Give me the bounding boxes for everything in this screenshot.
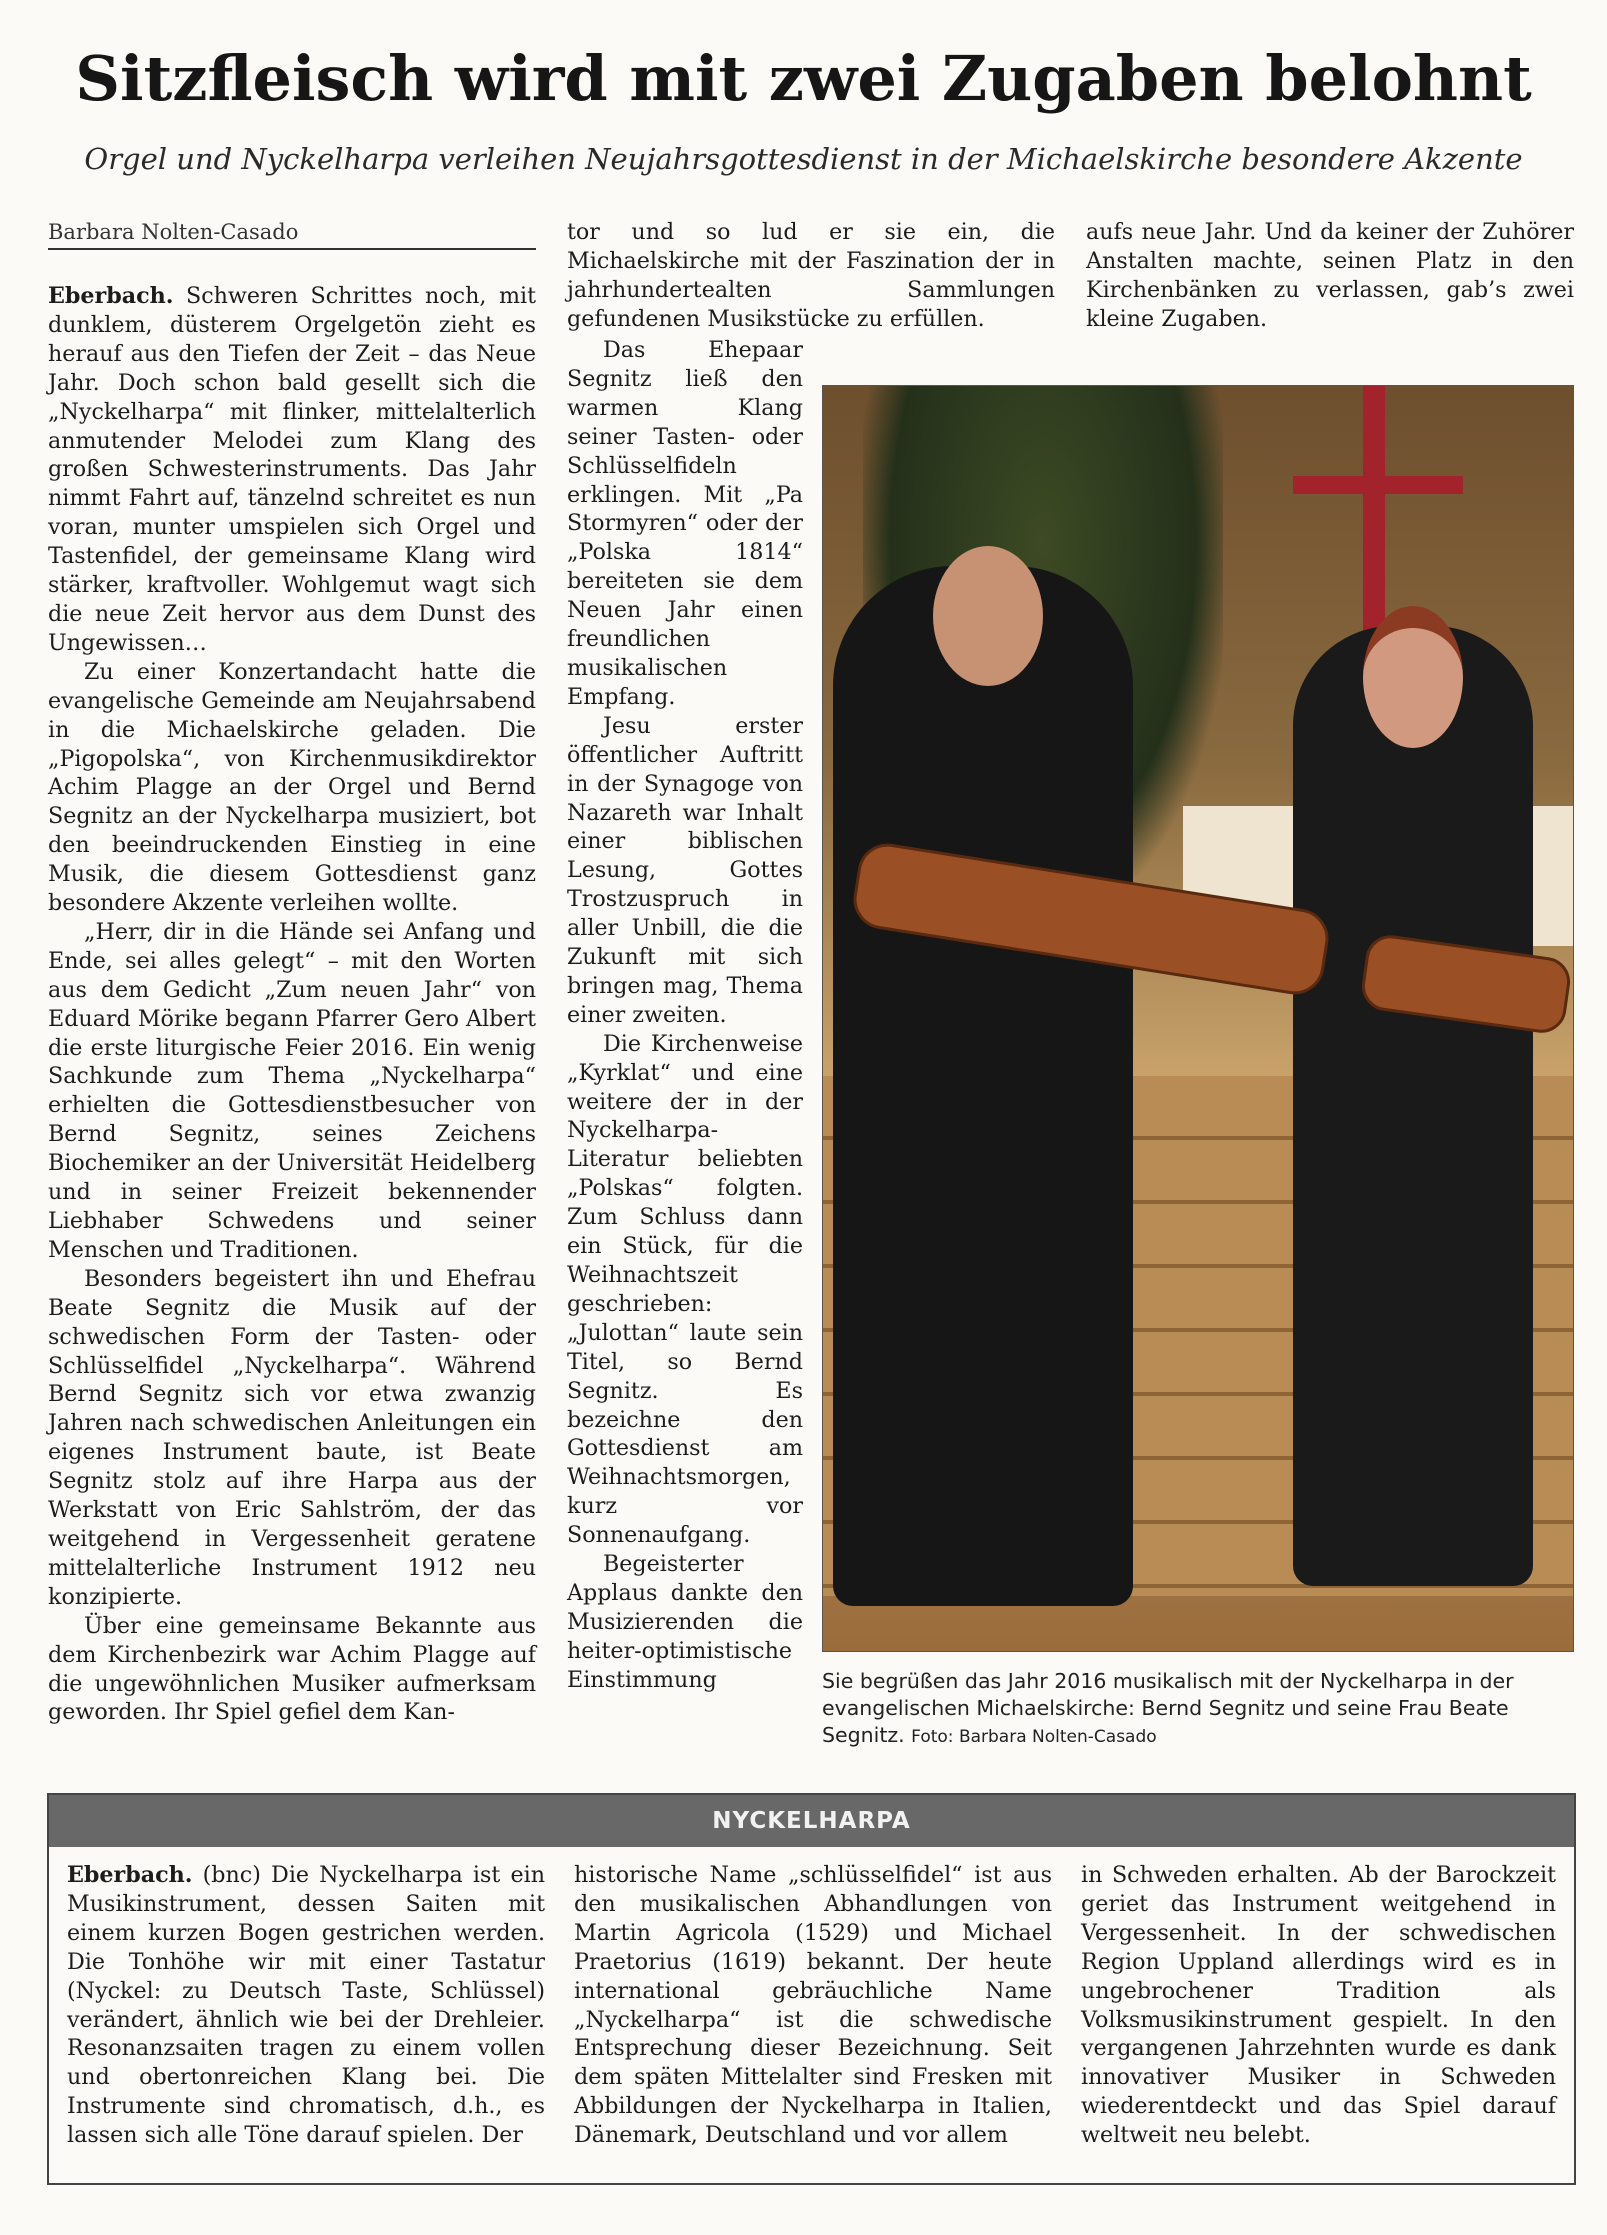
altar-cross-image [1363, 386, 1385, 636]
musician-man-figure [833, 566, 1133, 1606]
info-box-title: NYCKELHARPA [49, 1795, 1574, 1847]
info-box-column-1 [67, 1861, 545, 2150]
article-paragraph [48, 282, 536, 658]
article-column-1 [48, 282, 536, 1727]
info-paragraph [67, 1861, 545, 2150]
byline: Barbara Nolten-Casado [48, 220, 536, 250]
musician-woman-figure [1293, 626, 1533, 1586]
dateline: Eberbach. [48, 283, 174, 309]
paragraph-text: Schweren Schrittes noch, mit dunklem, düsterem Orgelgetön zieht es herauf aus den Tiefen der Zeit – das Neue Jahr. Doch schon bald gesellt sich die „Nyckelharpa“ mit flinker, mittelalterlich anmutender Melodei zum Klang des großen Schwesterinstruments. Das Jahr nimmt Fahrt auf, tänzelnd schreitet es nun voran, munter umspielen sich Orgel und Tastenfidel, der gemeinsame Klang wird stärker, kraftvoller. Wohlgemut wagt sich die neue Zeit hervor aus dem Dunst des Ungewissen… [48, 283, 536, 656]
info-paragraph: historische Name „schlüsselfidel“ ist aus den musikalischen Abhandlungen von Martin Agricola (1529) und Michael Praetorius (1619) bekannt. Der heute international gebräuchliche Name „Nyckelharpa“ ist die schwedische Entsprechung dieser Bezeichnung. Seit dem späten Mittelalter sind Fresken mit Abbildungen der Nyckelharpa in Italien, Dänemark, Deutschland und vor allem [574, 1862, 1052, 2149]
info-box-column-3 [1081, 1861, 1556, 2150]
man-head [933, 546, 1043, 686]
headline: Sitzfleisch wird mit zwei Zugaben belohnt [75, 42, 1532, 115]
article-paragraph: Zu einer Konzertandacht hatte die evangelische Gemeinde am Neujahrsabend in die Michaelskirche geladen. Die „Pigopolska“, von Kirchenmusikdirektor Achim Plagge an der Orgel und Bernd Segnitz an der Nyckelharpa musiziert, bot den beeindruckenden Einstieg in eine Musik, die diesem Gottesdienst ganz besondere Akzente verleihen wollte. [48, 658, 536, 917]
article-paragraph: aufs neue Jahr. Und da keiner der Zuhörer Anstalten machte, seinen Platz in den Kirchenbänken zu verlassen, gab’s zwei kleine Zugaben. [1086, 219, 1574, 332]
photo-credit: Foto: Barbara Nolten-Casado [911, 1727, 1157, 1747]
article-paragraph: Die Kirchenweise „Kyrklat“ und eine weitere der in der Nyckelharpa-Literatur beliebten „Polskas“ folgten. Zum Schluss dann ein Stück, für die Weihnachtszeit geschrieben: „Julottan“ laute sein Titel, so Bernd Segnitz. Es bezeichne den Gottesdienst am Weihnachtsmorgen, kurz vor Sonnenaufgang. [567, 1030, 803, 1549]
article-paragraph: Begeisterter Applaus dankte den Musizierenden die heiter-optimistische Einstimmung [567, 1551, 803, 1693]
article-photo [822, 385, 1574, 1652]
woman-head [1363, 606, 1463, 748]
article-paragraph: „Herr, dir in die Hände sei Anfang und Ende, sei alles gelegt“ – mit den Worten aus dem Gedicht „Zum neuen Jahr“ von Eduard Mörike begann Pfarrer Gero Albert die erste liturgische Feier 2016. Ein wenig Sachkunde zum Thema „Nyckelharpa“ erhielten die Gottesdienstbesucher von Bernd Segnitz, seines Zeichens Biochemiker an der Universität Heidelberg und in seiner Freizeit bekennender Liebhaber Schwedens und seiner Menschen und Traditionen. [48, 918, 536, 1263]
paragraph-text: (bnc) Die Nyckelharpa ist ein Musikinstrument, dessen Saiten mit einem kurzen Bogen gestrichen werden. Die Tonhöhe wir mit einer Tastatur (Nyckel: zu Deutsch Taste, Schlüssel) verändert, ähnlich wie bei der Drehleier. Resonanzsaiten tragen zu einem vollen und obertonreichen Klang bei. Die Instrumente sind chromatisch, d.h., es lassen sich alle Töne darauf spielen. Der [67, 1862, 545, 2149]
article-paragraph: tor und so lud er sie ein, die Michaelskirche mit der Faszination der in jahrhundertealten Sammlungen gefundenen Musikstücke zu erfüllen. [567, 219, 1055, 332]
article-column-2 [567, 336, 803, 1695]
dateline: Eberbach. [67, 1862, 193, 1888]
caption-text: Sie begrüßen das Jahr 2016 musikalisch mit der Nyckelharpa in der evangelischen Michaelskirche: Bernd Segnitz und seine Frau Beate Segnitz. [822, 1669, 1514, 1747]
article-paragraph: Jesu erster öffentlicher Auftritt in der Synagoge von Nazareth war Inhalt einer biblischen Lesung, Gottes Trostzuspruch in aller Unbill, die die Zukunft mit sich bringen mag, Thema einer zweiten. [567, 712, 803, 1028]
altar-cross-bar-image [1293, 476, 1463, 494]
photo-caption [822, 1668, 1572, 1751]
article-paragraph: Besonders begeistert ihn und Ehefrau Beate Segnitz die Musik auf der schwedischen Form der Tasten- oder Schlüsselfidel „Nyckelharpa“. Während Bernd Segnitz sich vor etwa zwanzig Jahren nach schwedischen Anleitungen ein eigenes Instrument baute, ist Beate Segnitz stolz auf ihre Harpa aus der Werkstatt von Eric Sahlström, der das weitgehend in Vergessenheit geratene mittelalterliche Instrument 1912 neu konzipierte. [48, 1265, 536, 1610]
article-column-3 [1086, 218, 1574, 334]
article-paragraph: Das Ehepaar Segnitz ließ den warmen Klang seiner Tasten- oder Schlüsselfideln erklingen. Mit „Pa Stormyren“ oder der „Polska 1814“ bereiteten sie dem Neuen Jahr einen freundlichen musikalischen Empfang. [567, 337, 803, 710]
info-paragraph: in Schweden erhalten. Ab der Barockzeit geriet das Instrument weitgehend in Vergessenheit. In der schwedischen Region Uppland allerdings wird es in ungebrochener Tradition als Volksmusikinstrument gespielt. In den vergangenen Jahrzehnten wurde es dank innovativer Musiker in Schweden wiederentdeckt und das Spiel darauf weltweit neu belebt. [1081, 1862, 1556, 2149]
info-box [47, 1793, 1576, 2185]
subheadline: Orgel und Nyckelharpa verleihen Neujahrsgottesdienst in der Michaelskirche besondere Akzente [84, 142, 1523, 176]
article-paragraph: Über eine gemeinsame Bekannte aus dem Kirchenbezirk war Achim Plagge auf die ungewöhnlichen Musiker aufmerksam geworden. Ihr Spiel gefiel dem Kan- [48, 1612, 536, 1726]
article-column-2-top [567, 218, 1055, 334]
info-box-column-2 [574, 1861, 1052, 2150]
